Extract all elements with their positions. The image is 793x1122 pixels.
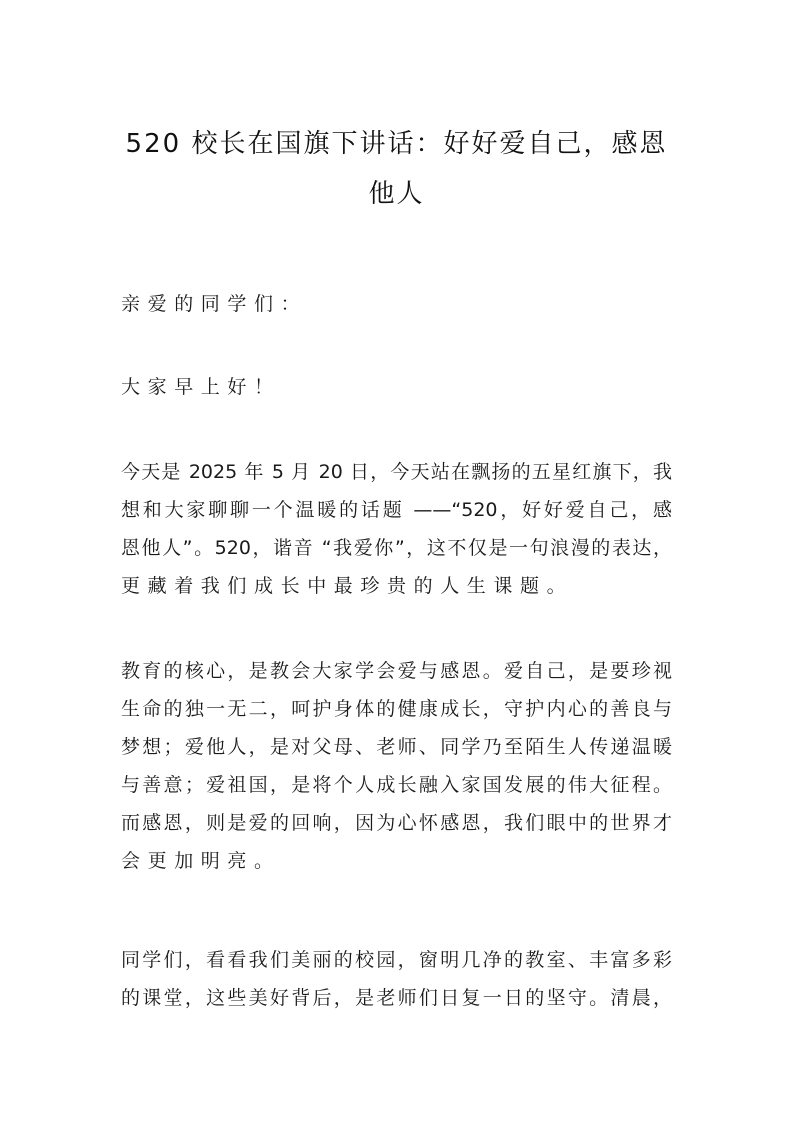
paragraph-1-line-1: 今天是 2025 年 5 月 20 日，今天站在飘扬的五星红旗下，我 (121, 461, 672, 483)
paragraph-2-line-5: 而感恩，则是爱的回响，因为心怀感恩，我们眼中的世界才 (121, 812, 672, 834)
paragraph-1-line-4: 更藏着我们成长中最珍贵的人生课题。 (121, 575, 574, 597)
paragraph-2-line-4: 与善意；爱祖国，是将个人成长融入家国发展的伟大征程。 (121, 774, 672, 796)
paragraph-2-line-1: 教育的核心，是教会大家学会爱与感恩。爱自己，是要珍视 (121, 660, 672, 682)
paragraph-1-line-2: 想和大家聊聊一个温暖的话题 ——“520，好好爱自己，感 (121, 499, 672, 521)
paragraph-3-line-1: 同学们，看看我们美丽的校园，窗明几净的教室、丰富多彩 (121, 949, 672, 971)
paragraph-2-line-2: 生命的独一无二，呵护身体的健康成长，守护内心的善良与 (121, 698, 672, 720)
paragraph-2-line-6: 会更加明亮。 (121, 850, 281, 872)
document-title-line-2: 他人 (368, 179, 425, 209)
document-title-line-1: 520 校长在国旗下讲话：好好爱自己，感恩 (125, 129, 668, 159)
paragraph-2-line-3: 梦想；爱他人，是对父母、老师、同学乃至陌生人传递温暖 (121, 736, 672, 758)
paragraph-1-line-3: 恩他人”。520，谐音 “我爱你”，这不仅是一句浪漫的表达， (121, 537, 672, 559)
salutation: 亲爱的同学们： (121, 293, 308, 315)
greeting: 大家早上好！ (121, 376, 281, 398)
paragraph-3-line-2: 的课堂，这些美好背后，是老师们日复一日的坚守。清晨， (121, 987, 672, 1009)
